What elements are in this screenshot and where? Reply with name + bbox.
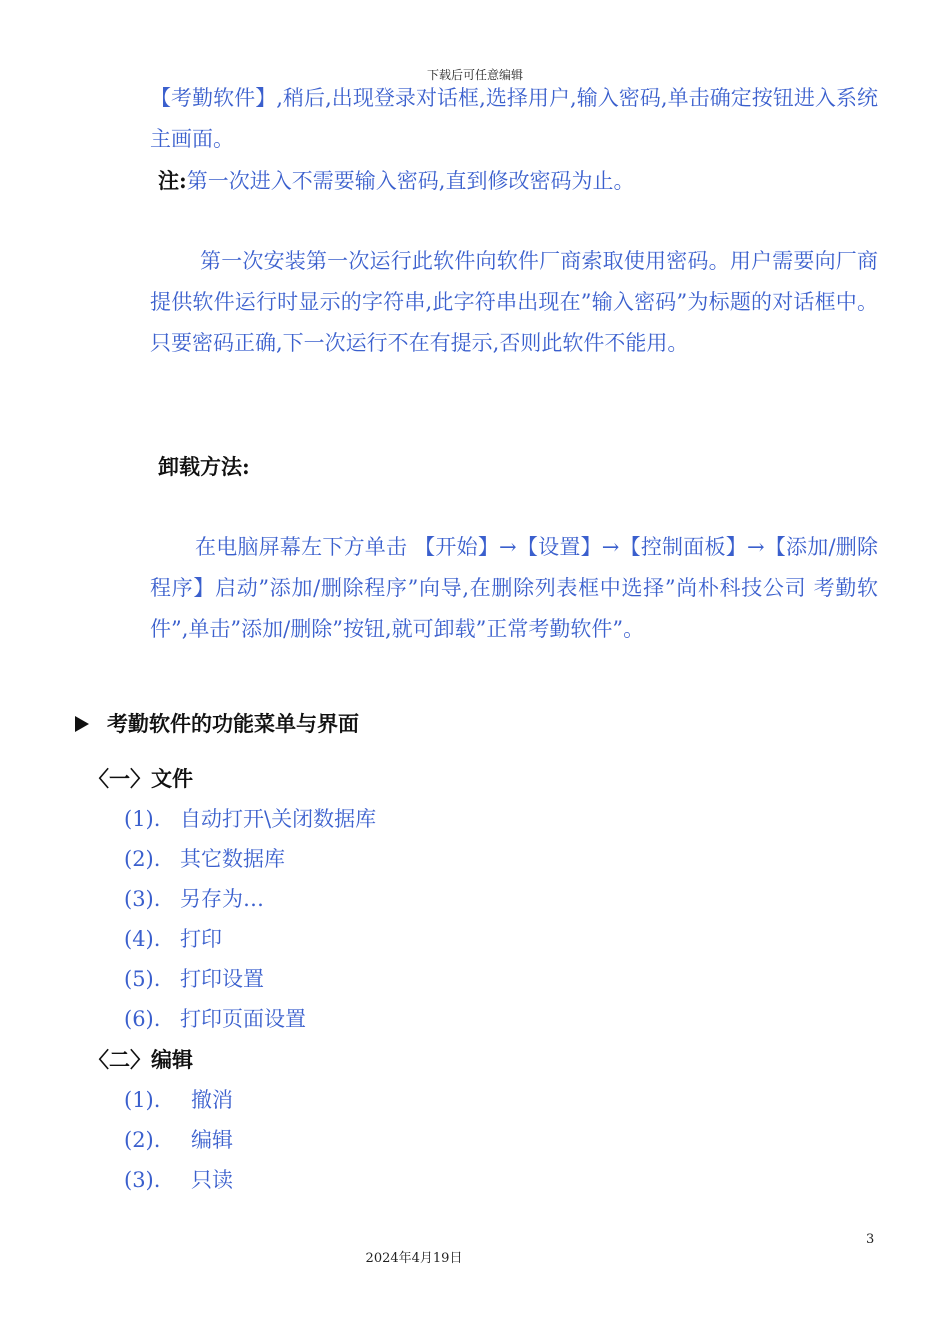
item-number: (4). (124, 927, 161, 951)
list-item (124, 1165, 233, 1195)
item-label: 其它数据库 (180, 847, 285, 871)
note-paragraph (158, 160, 878, 202)
page-number: 3 (866, 1232, 875, 1247)
list-item (124, 1085, 233, 1115)
intro-paragraph: 【考勤软件】,稍后,出现登录对话框,选择用户,输入密码,单击确定按钮进入系统主画面。 (150, 86, 878, 151)
item-number: (1). (124, 807, 161, 831)
header-note: 下载后可任意编辑 (426, 68, 523, 82)
item-number: (6). (124, 1007, 161, 1031)
list-item (124, 1004, 376, 1034)
item-label: 打印页面设置 (180, 1007, 306, 1031)
file-menu-title: 〈一〉文件 (88, 766, 193, 791)
item-label: 自动打开\关闭数据库 (180, 807, 377, 831)
arrow-bullet-icon (75, 716, 89, 732)
note-label: 注: (158, 168, 187, 193)
install-paragraph: 第一次安装第一次运行此软件向软件厂商索取使用密码。用户需要向厂商提供软件运行时显示的字符串,此字符串出现在”输入密码”为标题的对话框中。只要密码正确,下一次运行不在有提示,否则此软件不能用。 (150, 249, 878, 355)
item-number: (1). (124, 1088, 161, 1112)
uninstall-title: 卸载方法: (158, 454, 250, 479)
item-label: 另存为… (180, 887, 264, 911)
note-text: 第一次进入不需要输入密码,直到修改密码为止。 (186, 169, 635, 193)
edit-menu-title: 〈二〉编辑 (88, 1047, 193, 1072)
item-label: 打印 (180, 927, 222, 951)
list-item (124, 924, 376, 954)
list-item (124, 804, 376, 834)
edit-menu-list (124, 1085, 233, 1195)
item-number: (5). (124, 967, 161, 991)
item-number: (2). (124, 847, 161, 871)
list-item (124, 964, 376, 994)
item-label: 打印设置 (180, 967, 264, 991)
menu-section-heading (75, 709, 359, 739)
item-label: 只读 (191, 1168, 233, 1192)
item-number: (2). (124, 1128, 161, 1152)
item-number: (3). (124, 1168, 161, 1192)
item-number: (3). (124, 887, 161, 911)
list-item (124, 884, 376, 914)
item-label: 编辑 (191, 1128, 233, 1152)
uninstall-paragraph: 在电脑屏幕左下方单击 【开始】→【设置】→【控制面板】→【添加/删除程序】启动”添加/删除程序”向导,在删除列表框中选择”尚朴科技公司 考勤软件”,单击”添加/删除”按钮,就可卸载”正常考勤软件”。 (150, 535, 878, 641)
file-menu-list (124, 804, 376, 1034)
list-item (124, 1125, 233, 1155)
menu-section-title: 考勤软件的功能菜单与界面 (107, 711, 359, 736)
list-item (124, 844, 376, 874)
footer-date: 2024年4月19日 (365, 1251, 463, 1266)
item-label: 撤消 (191, 1088, 233, 1112)
